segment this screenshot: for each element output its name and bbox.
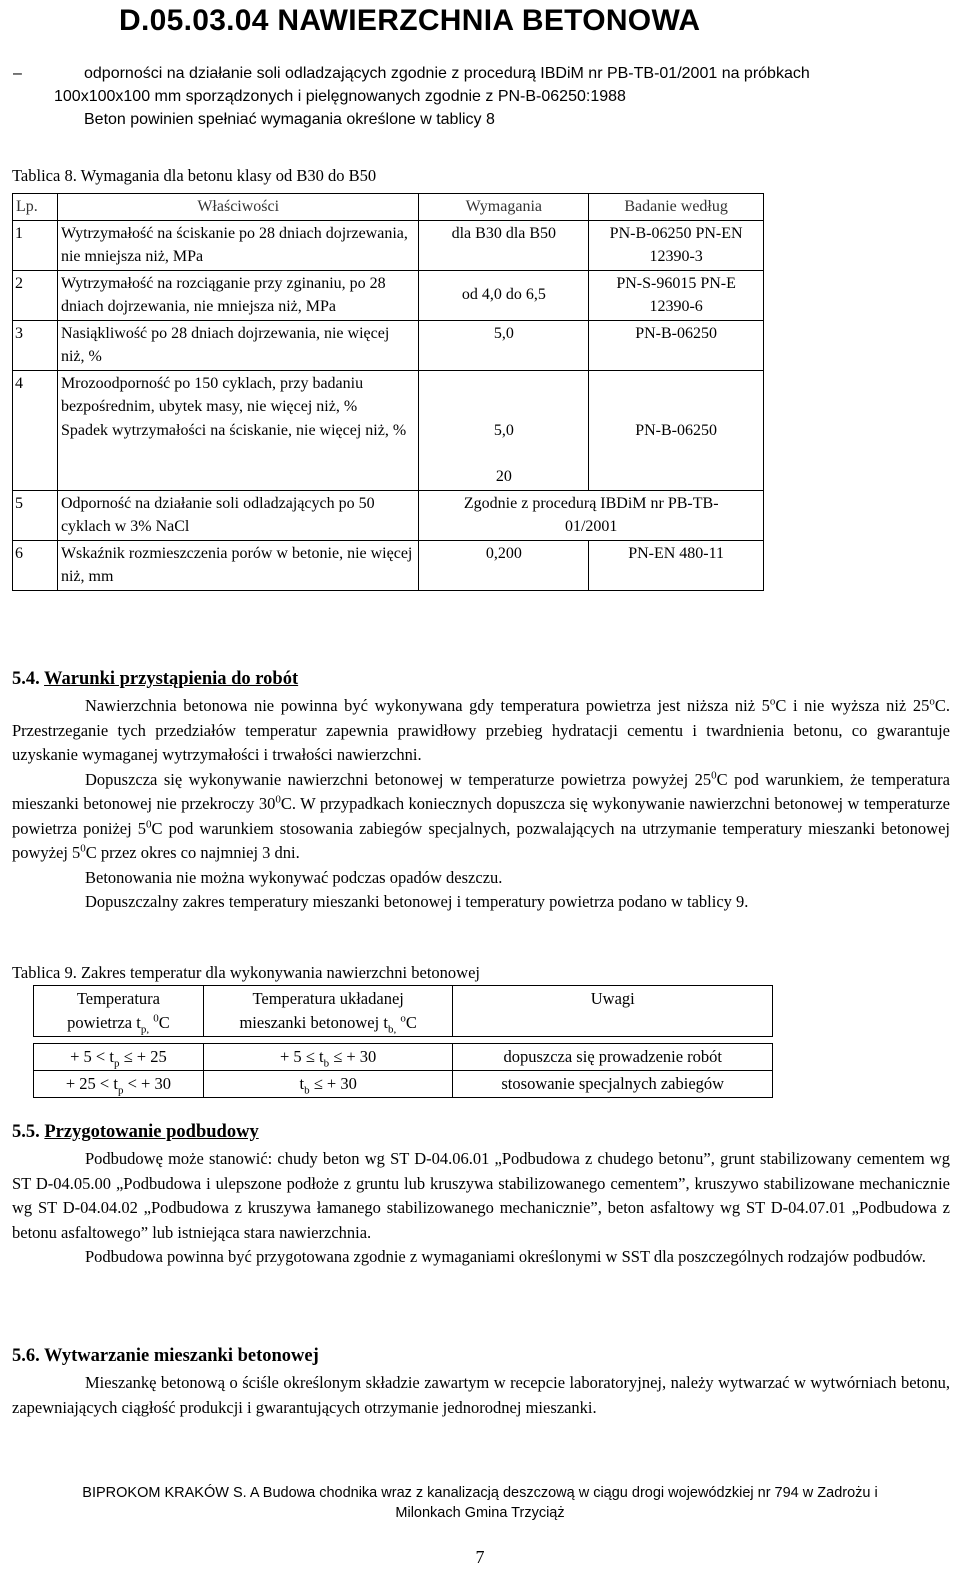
table-row bbox=[34, 1071, 773, 1098]
row-test-value: PN-B-06250 bbox=[635, 421, 717, 439]
section-5-4-body bbox=[12, 694, 950, 915]
intro-line-3: Beton powinien spełniać wymagania określone w tablicy 8 bbox=[84, 111, 495, 128]
paragraph: Podbudowa powinna być przygotowana zgodnie z wymaganiami określonymi w SST dla poszczególnych rodzajów podbudów. bbox=[85, 1247, 926, 1266]
row-property-strength-drop: Spadek wytrzymałości na ściskanie, nie więcej niż, % bbox=[60, 421, 407, 439]
page-footer bbox=[0, 1483, 960, 1523]
air-temp-cell: + $5 < t_p$ ≤ + 25 bbox=[34, 1044, 204, 1071]
row-requirement: 0,200 bbox=[419, 540, 589, 590]
section-5-5-body bbox=[12, 1147, 950, 1270]
header-mix-temp: Temperatura układanej mieszanki betonowej $t_{b,}$ $^o$C bbox=[203, 986, 453, 1037]
table-row bbox=[13, 320, 764, 370]
table8-caption: Tablica 8. Wymagania dla betonu klasy od B30 do B50 bbox=[12, 166, 377, 185]
mix-temp-cell: $t_b$ ≤ + 30 bbox=[203, 1071, 453, 1098]
table-row bbox=[13, 490, 764, 540]
page-number: 7 bbox=[475, 1547, 485, 1567]
section-number: 5.6. bbox=[12, 1346, 40, 1366]
section-title: Przygotowanie podbudowy bbox=[44, 1122, 259, 1142]
section-5-6-heading bbox=[12, 1346, 319, 1367]
table-row bbox=[13, 270, 764, 320]
row-test: PN-B-06250 PN-EN 12390-3 bbox=[589, 220, 764, 270]
list-dash: – bbox=[13, 65, 22, 82]
row-requirement: Zgodnie z procedurą IBDiM nr PB-TB-01/2001 bbox=[419, 490, 764, 540]
row-number: 1 bbox=[13, 220, 58, 270]
table-row bbox=[13, 220, 764, 270]
row-property: Wytrzymałość na ściskanie po 28 dniach dojrzewania, nie mniejsza niż, MPa bbox=[57, 220, 418, 270]
paragraph: Betonowania nie można wykonywać podczas opadów deszczu. bbox=[85, 867, 503, 887]
row-requirement: dla B30 dla B50 bbox=[419, 220, 589, 270]
header-lp: Lp. bbox=[13, 194, 58, 221]
row-number: 2 bbox=[13, 270, 58, 320]
footer-line-2: Milonkach Gmina Trzyciąż bbox=[395, 1505, 565, 1521]
row-requirement bbox=[419, 370, 589, 490]
table-row bbox=[13, 370, 764, 490]
row-property-mass-loss: Mrozoodporność po 150 cyklach, przy badaniu bezpośrednim, ubytek masy, nie więcej niż, % bbox=[60, 374, 364, 415]
header-properties: Właściwości bbox=[57, 194, 418, 221]
notes-cell: dopuszcza się prowadzenie robót bbox=[453, 1044, 773, 1071]
row-requirement: od 4,0 do 6,5 bbox=[419, 270, 589, 320]
section-5-4-heading bbox=[12, 669, 298, 690]
paragraph: Mieszankę betonową o ściśle określonym składzie zawartym w recepcie laboratoryjnej, należy wytwarzać w wytwórniach betonu, zapewniających ciągłość produkcji i gwarantujących otrzymanie jednorodnej mieszanki. bbox=[12, 1373, 950, 1417]
table-9 bbox=[33, 985, 773, 1098]
notes-cell: stosowanie specjalnych zabiegów bbox=[453, 1071, 773, 1098]
header-air-temp: Temperatura powietrza $t_{p,}$ $^0$C bbox=[34, 986, 204, 1037]
table-row bbox=[34, 1044, 773, 1071]
row-test: PN-S-96015 PN-E 12390-6 bbox=[589, 270, 764, 320]
paragraph: Nawierzchnia betonowa nie powinna być wykonywana gdy temperatura powietrza jest niższa niż 5$^o$C i nie wyższa niż 25$^o$C. Przestrzeganie tych przedziałów temperatur zapewnia prawidłowy przebieg hydratacji cementu i twardnienia betonu, co gwarantuje uzyskanie wymaganej wytrzymałości i trwałości nawierzchni. bbox=[12, 695, 950, 764]
row-property bbox=[57, 370, 418, 490]
row-requirement-mass-loss: 5,0 bbox=[493, 421, 514, 439]
row-test bbox=[589, 370, 764, 490]
table-header-row bbox=[13, 194, 764, 221]
table-header-row bbox=[34, 986, 773, 1037]
row-number: 3 bbox=[13, 320, 58, 370]
section-5-6-body bbox=[12, 1371, 950, 1420]
table-row bbox=[13, 540, 764, 590]
mix-temp-cell: + $5 \le t_b$ ≤ + 30 bbox=[203, 1044, 453, 1071]
row-requirement-strength-drop: 20 bbox=[495, 468, 512, 485]
row-property: Nasiąkliwość po 28 dniach dojrzewania, nie więcej niż, % bbox=[57, 320, 418, 370]
row-property: Wskaźnik rozmieszczenia porów w betonie, nie więcej niż, mm bbox=[57, 540, 418, 590]
section-title: Wytwarzanie mieszanki betonowej bbox=[44, 1346, 319, 1366]
row-number: 5 bbox=[13, 490, 58, 540]
section-title: Warunki przystąpienia do robót bbox=[44, 669, 299, 689]
paragraph: Dopuszcza się wykonywanie nawierzchni betonowej w temperaturze powietrza powyżej $25^0C$ pod warunkiem, że temperatura mieszanki betonowej nie przekroczy $30^0C$. W przypadkach koniecznych dopuszcza się wykonywanie nawierzchni betonowej w temperaturze powietrza poniżej $5^0C$ pod warunkiem stosowania zabiegów specjalnych, pozwalających na utrzymanie temperatury mieszanki betonowej powyżej $5^0C$ przez okres co najmniej 3 dni. bbox=[12, 769, 950, 862]
row-property: Wytrzymałość na rozciąganie przy zginaniu, po 28 dniach dojrzewania, nie mniejsza niż, MPa bbox=[57, 270, 418, 320]
row-property: Odporność na działanie soli odladzających po 50 cyklach w 3% NaCl bbox=[57, 490, 418, 540]
header-test-method: Badanie według bbox=[589, 194, 764, 221]
header-requirements: Wymagania bbox=[419, 194, 589, 221]
intro-line-2: 100x100x100 mm sporządzonych i pielęgnowanych zgodnie z PN-B-06250:1988 bbox=[54, 88, 626, 105]
paragraph: Podbudowę może stanowić: chudy beton wg ST D-04.06.01 „Podbudowa z chudego betonu”, grunt stabilizowany cementem wg ST D-04.05.00 „Podbudowa i ulepszone podłoże z gruntu lub kruszywa stabilizowanego cementem”, kruszywo stabilizowane mechanicznie wg ST D-04.04.02 „Podbudowa z kruszywa łamanego stabilizowanego mechanicznie”, beton asfaltowy wg ST D-04.07.01 „Podbudowa z betonu asfaltowego” lub istniejąca stara nawierzchnia. bbox=[12, 1149, 950, 1242]
header-notes: Uwagi bbox=[453, 986, 773, 1037]
row-test: PN-EN 480-11 bbox=[589, 540, 764, 590]
document-title: D.05.03.04 NAWIERZCHNIA BETONOWA bbox=[119, 4, 701, 37]
section-5-5-heading bbox=[12, 1122, 259, 1143]
intro-line-1: odporności na działanie soli odladzających zgodnie z procedurą IBDiM nr PB-TB-01/2001 na próbkach bbox=[84, 65, 810, 82]
footer-line-1: BIPROKOM KRAKÓW S. A Budowa chodnika wraz z kanalizacją deszczową w ciągu drogi wojewódzkiej nr 794 w Zadrożu i bbox=[82, 1485, 878, 1501]
table-8 bbox=[12, 193, 764, 591]
table9-caption: Tablica 9. Zakres temperatur dla wykonywania nawierzchni betonowej bbox=[12, 963, 480, 982]
air-temp-cell: + $25 < t_p$ < + 30 bbox=[34, 1071, 204, 1098]
row-number: 4 bbox=[13, 370, 58, 490]
paragraph: Dopuszczalny zakres temperatury mieszanki betonowej i temperatury powietrza podano w tablicy 9. bbox=[85, 892, 749, 911]
row-number: 6 bbox=[13, 540, 58, 590]
section-number: 5.5. bbox=[12, 1122, 40, 1142]
row-requirement: 5,0 bbox=[419, 320, 589, 370]
section-number: 5.4. bbox=[12, 669, 40, 689]
row-test: PN-B-06250 bbox=[589, 320, 764, 370]
